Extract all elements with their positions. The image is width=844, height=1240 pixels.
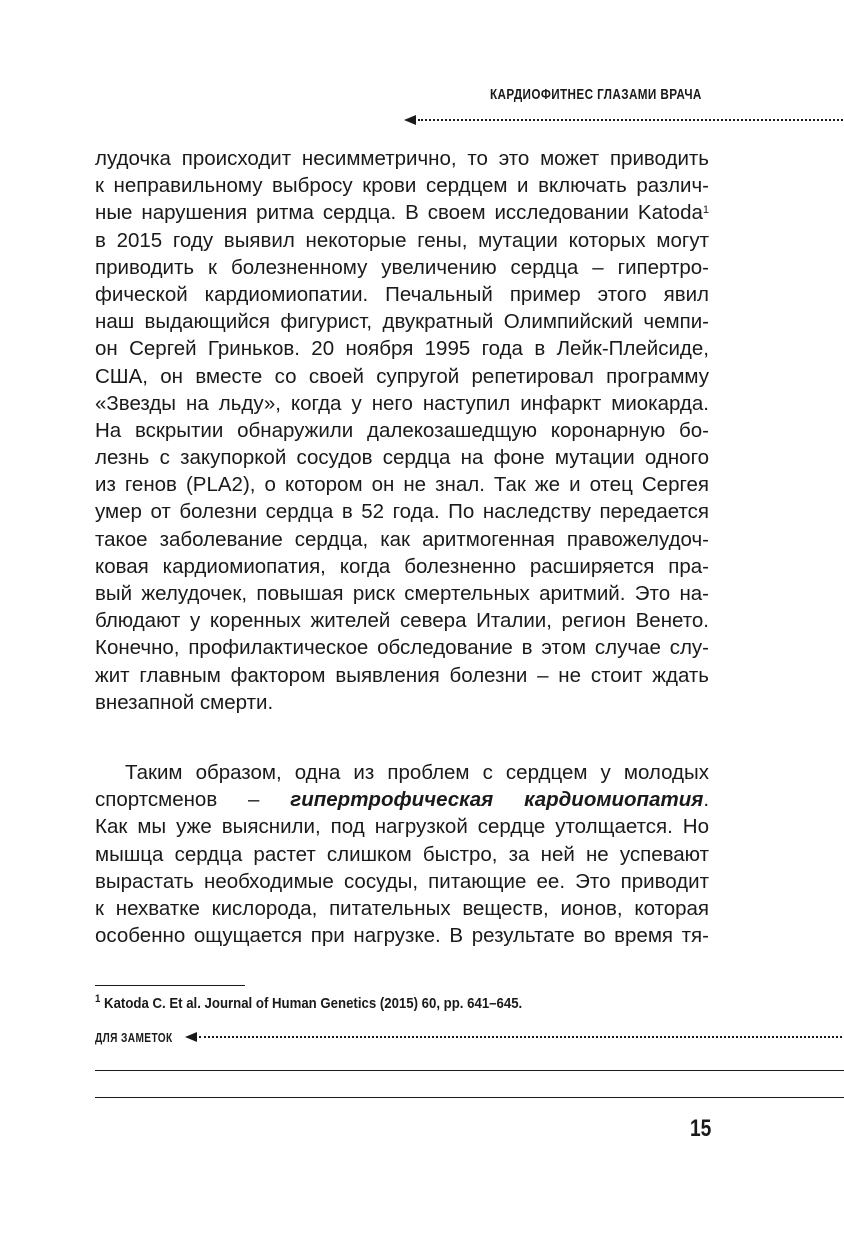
text-line-part: . — [703, 788, 710, 812]
text-line: На вскрытии обнаружили далекозашедщую коронарную бо- — [95, 418, 709, 442]
footnote-text: Katoda C. Et al. Journal of Human Genetics (2015) 60, pp. 641–645. — [100, 995, 523, 1012]
text-line: США, он вместе со своей супругой репетировал программу — [95, 364, 709, 388]
text-line: наш выдающийся фигурист, двукратный Олимпийский чемпи- — [95, 310, 709, 334]
text-line: особенно ощущается при нагрузке. В результате во время тя- — [95, 924, 709, 948]
text-line: вый желудочек, повышая риск смертельных аритмий. Это на- — [95, 582, 709, 605]
text-line: из генов (PLA2), о котором он не знал. Так же и отец Сергея — [95, 473, 709, 497]
text-line: вырастать необходимые сосуды, питающие ее. Это приводит — [95, 869, 709, 893]
text-line-part: спортсменов – — [95, 788, 291, 812]
notes-line — [95, 1097, 844, 1098]
text-line: блюдают у коренных жителей севера Италии, регион Венето. — [95, 609, 709, 633]
running-head-rule — [404, 114, 844, 126]
arrow-left-icon — [185, 1032, 197, 1042]
highlighted-term: гипертрофическая кардиомиопатия — [290, 788, 704, 812]
text-line: Конечно, профилактическое обследование в этом случае слу- — [95, 636, 709, 660]
notes-header — [95, 1029, 844, 1045]
text-line: «Звезды на льду», когда у него наступил инфаркт миокарда. — [95, 391, 709, 415]
text-line-part: ные нарушения ритма сердца. В своем исследовании Katoda — [95, 201, 703, 225]
footnote-rule — [95, 985, 245, 986]
notes-label: ДЛЯ ЗАМЕТОК — [95, 1029, 173, 1045]
text-line: к нехватке кислорода, питательных веществ, ионов, которая — [95, 896, 709, 920]
text-line: мышца сердца растет слишком быстро, за ней не успевают — [95, 842, 709, 866]
text-line: фической кардиомиопатии. Печальный пример этого явил — [95, 282, 709, 306]
paragraph-1 — [95, 145, 709, 716]
arrow-left-icon — [404, 115, 416, 125]
text-line: лезнь с закупоркой сосудов сердца на фоне мутации одного — [95, 446, 709, 470]
text-line: такое заболевание сердца, как аритмогенная правожелудоч- — [95, 527, 709, 551]
footnote-marker: 1 — [95, 993, 101, 1005]
page-number: 15 — [690, 1115, 712, 1142]
text-line: он Сергей Гриньков. 20 ноября 1995 года в Лейк-Плейсиде, — [95, 337, 709, 361]
text-line — [95, 199, 709, 226]
text-line: ковая кардиомиопатия, когда болезненно расширяется пра- — [95, 554, 709, 578]
dotted-rule — [418, 119, 844, 121]
text-line: внезапной смерти. — [95, 690, 274, 714]
running-head: КАРДИОФИТНЕС ГЛАЗАМИ ВРАЧА — [490, 86, 702, 103]
dotted-rule — [199, 1036, 844, 1038]
text-line: Как мы уже выяснили, под нагрузкой сердце утолщается. Но — [95, 815, 709, 839]
text-line: умер от болезни сердца в 52 года. По наследству передается — [95, 500, 709, 524]
text-line: Таким образом, одна из проблем с сердцем у молодых — [125, 761, 709, 784]
paragraph-2 — [95, 759, 709, 949]
notes-line — [95, 1070, 844, 1071]
text-line: к неправильному выбросу крови сердцем и включать различ- — [95, 174, 709, 198]
text-line — [95, 786, 709, 813]
text-line: лудочка происходит несимметрично, то это может приводить — [95, 147, 709, 170]
text-line: в 2015 году выявил некоторые гены, мутации которых могут — [95, 228, 709, 252]
text-line: приводить к болезненному увеличению сердца – гипертро- — [95, 255, 709, 279]
text-line: жит главным фактором выявления болезни – не стоит ждать — [95, 663, 709, 687]
footnote — [95, 995, 522, 1012]
footnote-reference: 1 — [702, 204, 709, 217]
